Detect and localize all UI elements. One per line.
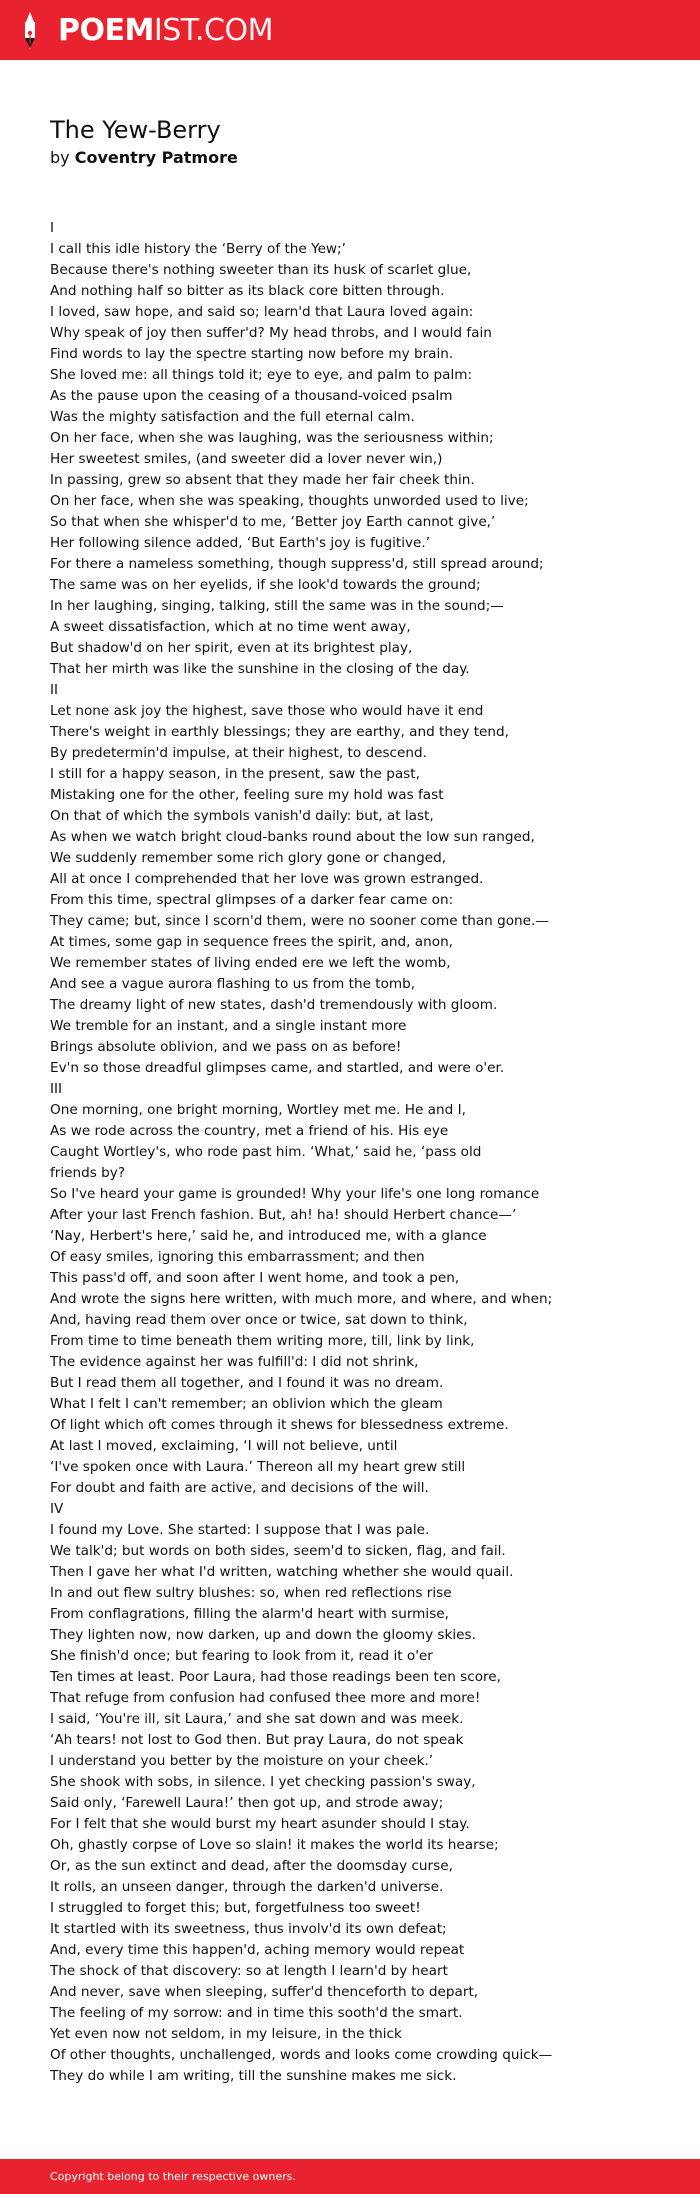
poem-line: That refuge from confusion had confused thee more and more! — [50, 1690, 481, 1706]
site-logo[interactable] — [14, 11, 273, 51]
poem-byline — [50, 147, 238, 169]
poem-line: On that of which the symbols vanish'd daily: but, at last, — [50, 808, 434, 824]
poem-line: So that when she whisper'd to me, ‘Better joy Earth cannot give,’ — [50, 514, 496, 530]
poem-line: friends by? — [50, 1165, 126, 1181]
poem-line: It startled with its sweetness, thus involv'd its own defeat; — [50, 1921, 447, 1937]
poem-line: IV — [50, 1501, 64, 1517]
poem-line: For doubt and faith are active, and decisions of the will. — [50, 1480, 429, 1496]
poem-line: And, having read them over once or twice, sat down to think, — [50, 1312, 468, 1328]
poem-line: We talk'd; but words on both sides, seem'd to sicken, flag, and fail. — [50, 1543, 506, 1559]
poem-line: ‘Ah tears! not lost to God then. But pray Laura, do not speak — [50, 1732, 464, 1748]
poem-line: The shock of that discovery: so at length I learn'd by heart — [50, 1963, 448, 1979]
poem-line: In and out flew sultry blushes: so, when red reflections rise — [50, 1585, 452, 1601]
poem-line: Of easy smiles, ignoring this embarrassment; and then — [50, 1249, 425, 1265]
poem-line: ‘I've spoken once with Laura.’ Thereon all my heart grew still — [50, 1459, 466, 1475]
poem-line: One morning, one bright morning, Wortley met me. He and I, — [50, 1102, 466, 1118]
poem-line: At times, some gap in sequence frees the spirit, and, anon, — [50, 934, 453, 950]
poem-line: I found my Love. She started: I suppose that I was pale. — [50, 1522, 430, 1538]
poem-line: Caught Wortley's, who rode past him. ‘What,’ said he, ‘pass old — [50, 1144, 482, 1160]
brand-name-bold: POEM — [58, 13, 154, 48]
poem-line: A sweet dissatisfaction, which at no time went away, — [50, 619, 411, 635]
poem-line: From this time, spectral glimpses of a darker fear came on: — [50, 892, 454, 908]
poem-line: Let none ask joy the highest, save those who would have it end — [50, 703, 484, 719]
poem-line: I loved, saw hope, and said so; learn'd that Laura loved again: — [50, 304, 474, 320]
poem-line: It rolls, an unseen danger, through the darken'd universe. — [50, 1879, 444, 1895]
brand-name-light: IST.COM — [153, 13, 273, 48]
poem-line: For I felt that she would burst my heart asunder should I stay. — [50, 1816, 470, 1832]
site-footer — [0, 2159, 700, 2194]
poem-line: And, every time this happen'd, aching memory would repeat — [50, 1942, 465, 1958]
poem-line: On her face, when she was laughing, was the seriousness within; — [50, 430, 494, 446]
brand-name — [58, 11, 273, 51]
poem-line: On her face, when she was speaking, thoughts unworded used to live; — [50, 493, 529, 509]
poem-line: As the pause upon the ceasing of a thousand-voiced psalm — [50, 388, 453, 404]
poem-line: Because there's nothing sweeter than its husk of scarlet glue, — [50, 262, 472, 278]
poem-line: I said, ‘You're ill, sit Laura,’ and she sat down and was meek. — [50, 1711, 464, 1727]
poem-line: Her following silence added, ‘But Earth's joy is fugitive.’ — [50, 535, 431, 551]
poem-line: They lighten now, now darken, up and down the gloomy skies. — [50, 1627, 476, 1643]
poem-line: III — [50, 1081, 63, 1097]
poem-line: After your last French fashion. But, ah! ha! should Herbert chance—’ — [50, 1207, 517, 1223]
poem-line: Why speak of joy then suffer'd? My head throbs, and I would fain — [50, 325, 492, 341]
poem-line: I call this idle history the ‘Berry of the Yew;’ — [50, 241, 346, 257]
poem-line: I struggled to forget this; but, forgetfulness too sweet! — [50, 1900, 421, 1916]
poem-line: By predetermin'd impulse, at their highest, to descend. — [50, 745, 427, 761]
poem-line: Of other thoughts, unchallenged, words and looks come crowding quick— — [50, 2047, 553, 2063]
poem-line: This pass'd off, and soon after I went home, and took a pen, — [50, 1270, 460, 1286]
poem-line: Said only, ‘Farewell Laura!’ then got up, and strode away; — [50, 1795, 444, 1811]
poem-line: That her mirth was like the sunshine in the closing of the day. — [50, 661, 470, 677]
poem-line: At last I moved, exclaiming, ‘I will not believe, until — [50, 1438, 398, 1454]
poem-line: The same was on her eyelids, if she look'd towards the ground; — [50, 577, 481, 593]
poem-author[interactable]: Coventry Patmore — [74, 148, 238, 167]
poem-line: So I've heard your game is grounded! Why your life's one long romance — [50, 1186, 540, 1202]
poem-line: Find words to lay the spectre starting now before my brain. — [50, 346, 454, 362]
pen-nib-icon — [14, 11, 46, 51]
poem-line: Was the mighty satisfaction and the full eternal calm. — [50, 409, 415, 425]
poem-line: Ev'n so those dreadful glimpses came, and startled, and were o'er. — [50, 1060, 505, 1076]
poem-line: All at once I comprehended that her love was grown estranged. — [50, 871, 484, 887]
poem-line: In her laughing, singing, talking, still the same was in the sound;— — [50, 598, 504, 614]
poem-line: As when we watch bright cloud-banks round about the low sun ranged, — [50, 829, 535, 845]
poem-line: The feeling of my sorrow: and in time this sooth'd the smart. — [50, 2005, 463, 2021]
poem-line: She shook with sobs, in silence. I yet checking passion's sway, — [50, 1774, 476, 1790]
poem-line: I still for a happy season, in the present, saw the past, — [50, 766, 420, 782]
poem-line: And wrote the signs here written, with much more, and where, and when; — [50, 1291, 553, 1307]
site-header — [0, 0, 700, 60]
by-label: by — [50, 148, 70, 167]
poem-line: The dreamy light of new states, dash'd tremendously with gloom. — [50, 997, 498, 1013]
poem-line: They do while I am writing, till the sunshine makes me sick. — [50, 2068, 457, 2084]
poem-line: From conflagrations, filling the alarm'd heart with surmise, — [50, 1606, 449, 1622]
poem-line: The evidence against her was fulfill'd: I did not shrink, — [50, 1354, 419, 1370]
poem-body — [50, 218, 680, 2087]
poem-line: Ten times at least. Poor Laura, had those readings been ten score, — [50, 1669, 501, 1685]
poem-line: From time to time beneath them writing more, till, link by link, — [50, 1333, 475, 1349]
poem-line: We remember states of living ended ere we left the womb, — [50, 955, 451, 971]
poem-line: She finish'd once; but fearing to look from it, read it o'er — [50, 1648, 433, 1664]
poem-line: Brings absolute oblivion, and we pass on as before! — [50, 1039, 402, 1055]
poem-line: In passing, grew so absent that they made her fair cheek thin. — [50, 472, 475, 488]
poem-line: We tremble for an instant, and a single instant more — [50, 1018, 407, 1034]
poem-line: There's weight in earthly blessings; they are earthy, and they tend, — [50, 724, 509, 740]
poem-line: For there a nameless something, though suppress'd, still spread around; — [50, 556, 544, 572]
poem-line: Of light which oft comes through it shews for blessedness extreme. — [50, 1417, 509, 1433]
poem-line: And never, save when sleeping, suffer'd thenceforth to depart, — [50, 1984, 479, 2000]
poem-line: And nothing half so bitter as its black core bitten through. — [50, 283, 445, 299]
poem-line: Then I gave her what I'd written, watching whether she would quail. — [50, 1564, 514, 1580]
poem-line: They came; but, since I scorn'd them, were no sooner come than gone.— — [50, 913, 549, 929]
poem-line: Her sweetest smiles, (and sweeter did a lover never win,) — [50, 451, 443, 467]
poem-line: Yet even now not seldom, in my leisure, in the thick — [50, 2026, 402, 2042]
poem-line: And see a vague aurora flashing to us from the tomb, — [50, 976, 416, 992]
poem-line: Or, as the sun extinct and dead, after the doomsday curse, — [50, 1858, 453, 1874]
poem-line: What I felt I can't remember; an oblivion which the gleam — [50, 1396, 443, 1412]
poem-line: I understand you better by the moisture on your cheek.’ — [50, 1753, 434, 1769]
poem-line: But shadow'd on her spirit, even at its brightest play, — [50, 640, 413, 656]
poem-line: As we rode across the country, met a friend of his. His eye — [50, 1123, 449, 1139]
poem-line: I — [50, 220, 55, 236]
poem-line: ‘Nay, Herbert's here,’ said he, and introduced me, with a glance — [50, 1228, 487, 1244]
copyright-notice: Copyright belong to their respective owners. — [50, 2170, 296, 2183]
poem-line: II — [50, 682, 59, 698]
poem-line: We suddenly remember some rich glory gone or changed, — [50, 850, 447, 866]
poem-line: Oh, ghastly corpse of Love so slain! it makes the world its hearse; — [50, 1837, 499, 1853]
poem-line: But I read them all together, and I found it was no dream. — [50, 1375, 444, 1391]
poem-line: She loved me: all things told it; eye to eye, and palm to palm: — [50, 367, 473, 383]
poem-title: The Yew-Berry — [50, 116, 221, 144]
poem-line: Mistaking one for the other, feeling sure my hold was fast — [50, 787, 444, 803]
